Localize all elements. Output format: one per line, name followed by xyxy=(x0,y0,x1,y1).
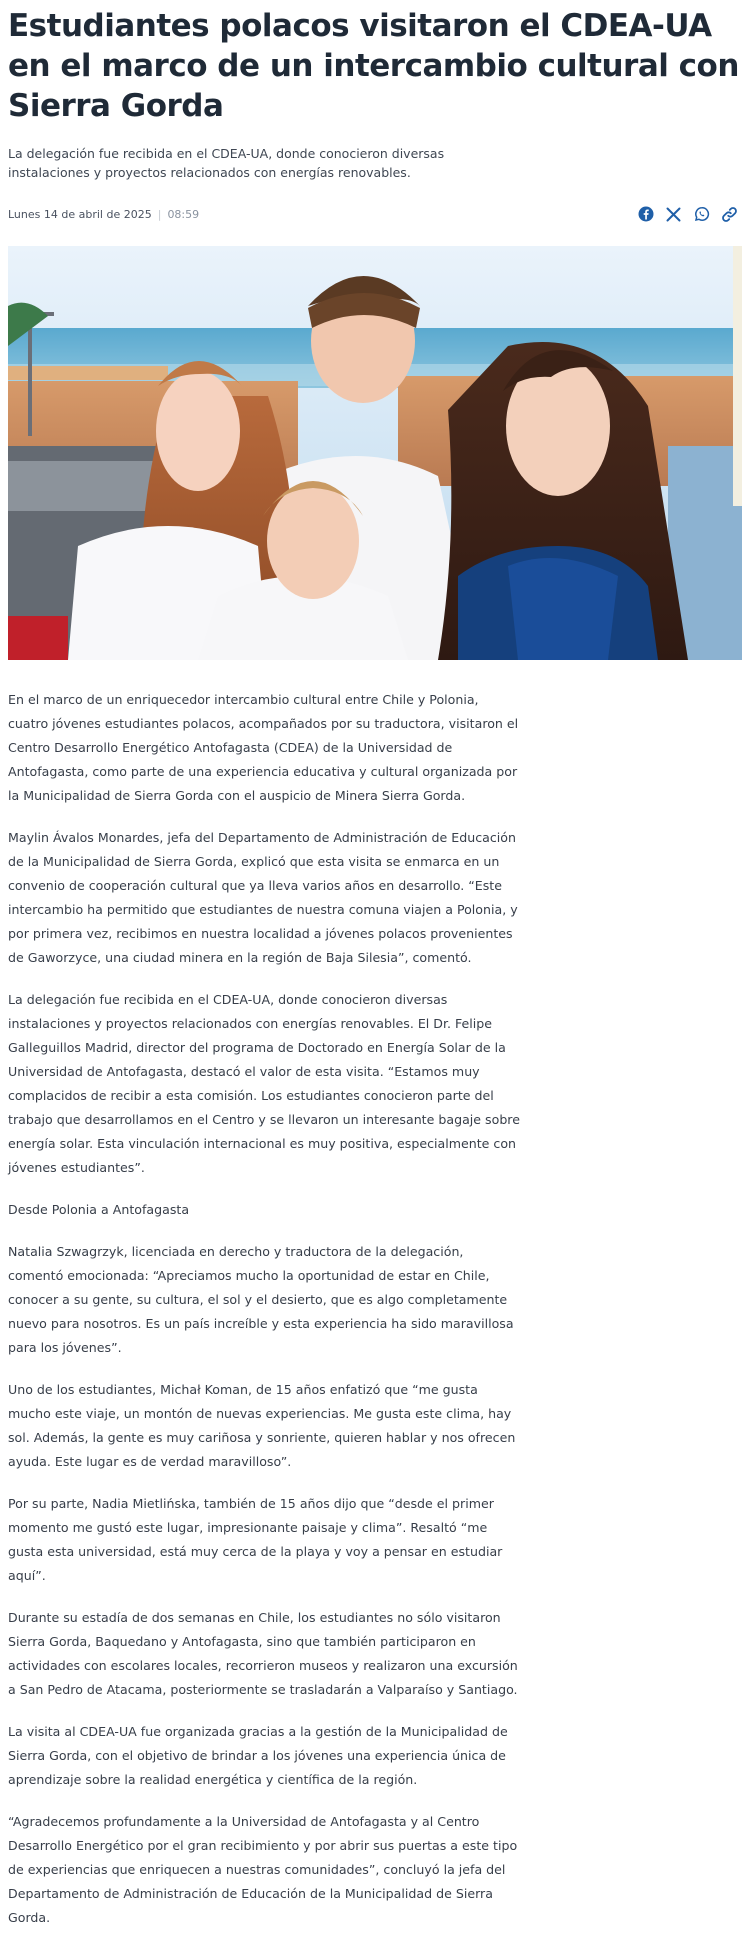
link-icon[interactable] xyxy=(721,206,738,223)
paragraph: Durante su estadía de dos semanas en Chile, los estudiantes no sólo visitaron Sierra Gorda, Baquedano y Antofagasta, sino que también participaron en actividades con escolares locales, recorrieron museos y realizaron una excursión a San Pedro de Atacama, posteriormente se trasladarán a Valparaíso y Santiago. xyxy=(8,1610,518,1697)
whatsapp-icon[interactable] xyxy=(693,206,710,223)
meta-separator: | xyxy=(157,207,162,221)
article-time: 08:59 xyxy=(167,207,200,221)
students-photo xyxy=(8,246,742,660)
paragraph: En el marco de un enriquecedor intercambio cultural entre Chile y Polonia, cuatro jóvenes estudiantes polacos, acompañados por su traductora, visitaron el Centro Desarrollo Energético Antofagasta (CDEA) de la Universidad de Antofagasta, como parte de una experiencia educativa y cultural organizada por la Municipalidad de Sierra Gorda con el auspicio de Minera Sierra Gorda. xyxy=(8,692,519,803)
x-icon[interactable] xyxy=(665,206,682,223)
facebook-icon[interactable] xyxy=(637,206,654,223)
section-subtitle: Desde Polonia a Antofagasta xyxy=(8,1202,190,1217)
paragraph: La delegación fue recibida en el CDEA-UA, donde conocieron diversas instalaciones y proyectos relacionados con energías renovables. El Dr. Felipe Galleguillos Madrid, director del programa de Doctorado en Energía Solar de la Universidad de Antofagasta, destacó el valor de esta visita. “Estamos muy complacidos de recibir a esta comisión. Los estudiantes conocieron parte del trabajo que desarrollamos en el Centro y se llevaron un interesante bagaje sobre energía solar. Esta vinculación internacional es muy positiva, especialmente con jóvenes estudiantes”. xyxy=(8,992,520,1175)
paragraph: La visita al CDEA-UA fue organizada gracias a la gestión de la Municipalidad de Sierra Gorda, con el objetivo de brindar a los jóvenes una experiencia única de aprendizaje sobre la realidad energética y científica de la región. xyxy=(8,1724,508,1787)
share-bar xyxy=(637,206,742,223)
article-title: Estudiantes polacos visitaron el CDEA-UA en el marco de un intercambio cultural con Sierra Gorda xyxy=(8,8,739,124)
paragraph: Maylin Ávalos Monardes, jefa del Departamento de Administración de Educación de la Municipalidad de Sierra Gorda, explicó que esta visita se enmarca en un convenio de cooperación cultural que ya lleva varios años en desarrollo. “Este intercambio ha permitido que estudiantes de nuestra comuna viajen a Polonia, y por primera vez, recibimos en nuestra localidad a jóvenes polacos provenientes de Gaworzyce, una ciudad minera en la región de Baja Silesia”, comentó. xyxy=(8,830,518,965)
article-photo xyxy=(8,246,742,660)
paragraph: Uno de los estudiantes, Michał Koman, de 15 años enfatizó que “me gusta mucho este viaje, un montón de nuevas experiencias. Me gusta este clima, hay sol. Además, la gente es muy cariñosa y sonriente, quieren hablar y nos ofrecen ayuda. Este lugar es de verdad maravilloso”. xyxy=(8,1382,516,1469)
article-date: Lunes 14 de abril de 2025 xyxy=(8,207,152,221)
article-meta-row xyxy=(8,202,742,226)
paragraph: Por su parte, Nadia Mietlińska, también de 15 años dijo que “desde el primer momento me gustó este lugar, impresionante paisaje y clima”. Resaltó “me gusta esta universidad, está muy cerca de la playa y voy a pensar en estudiar aquí”. xyxy=(8,1496,503,1583)
article-meta xyxy=(8,208,199,221)
paragraph: Natalia Szwagrzyk, licenciada en derecho y traductora de la delegación, comentó emocionada: “Apreciamos mucho la oportunidad de estar en Chile, conocer a su gente, su cultura, el sol y el desierto, que es algo completamente nuevo para nosotros. Es un país increíble y esta experiencia ha sido maravillosa para los jóvenes”. xyxy=(8,1244,514,1355)
article-body xyxy=(8,688,520,1930)
article-lead: La delegación fue recibida en el CDEA-UA, donde conocieron diversas instalaciones y proyectos relacionados con energías renovables. xyxy=(8,146,445,180)
paragraph: “Agradecemos profundamente a la Universidad de Antofagasta y al Centro Desarrollo Energético por el gran recibimiento y por abrir sus puertas a este tipo de experiencias que enriquecen a nuestras comunidades”, concluyó la jefa del Departamento de Administración de Educación de la Municipalidad de Sierra Gorda. xyxy=(8,1814,518,1925)
